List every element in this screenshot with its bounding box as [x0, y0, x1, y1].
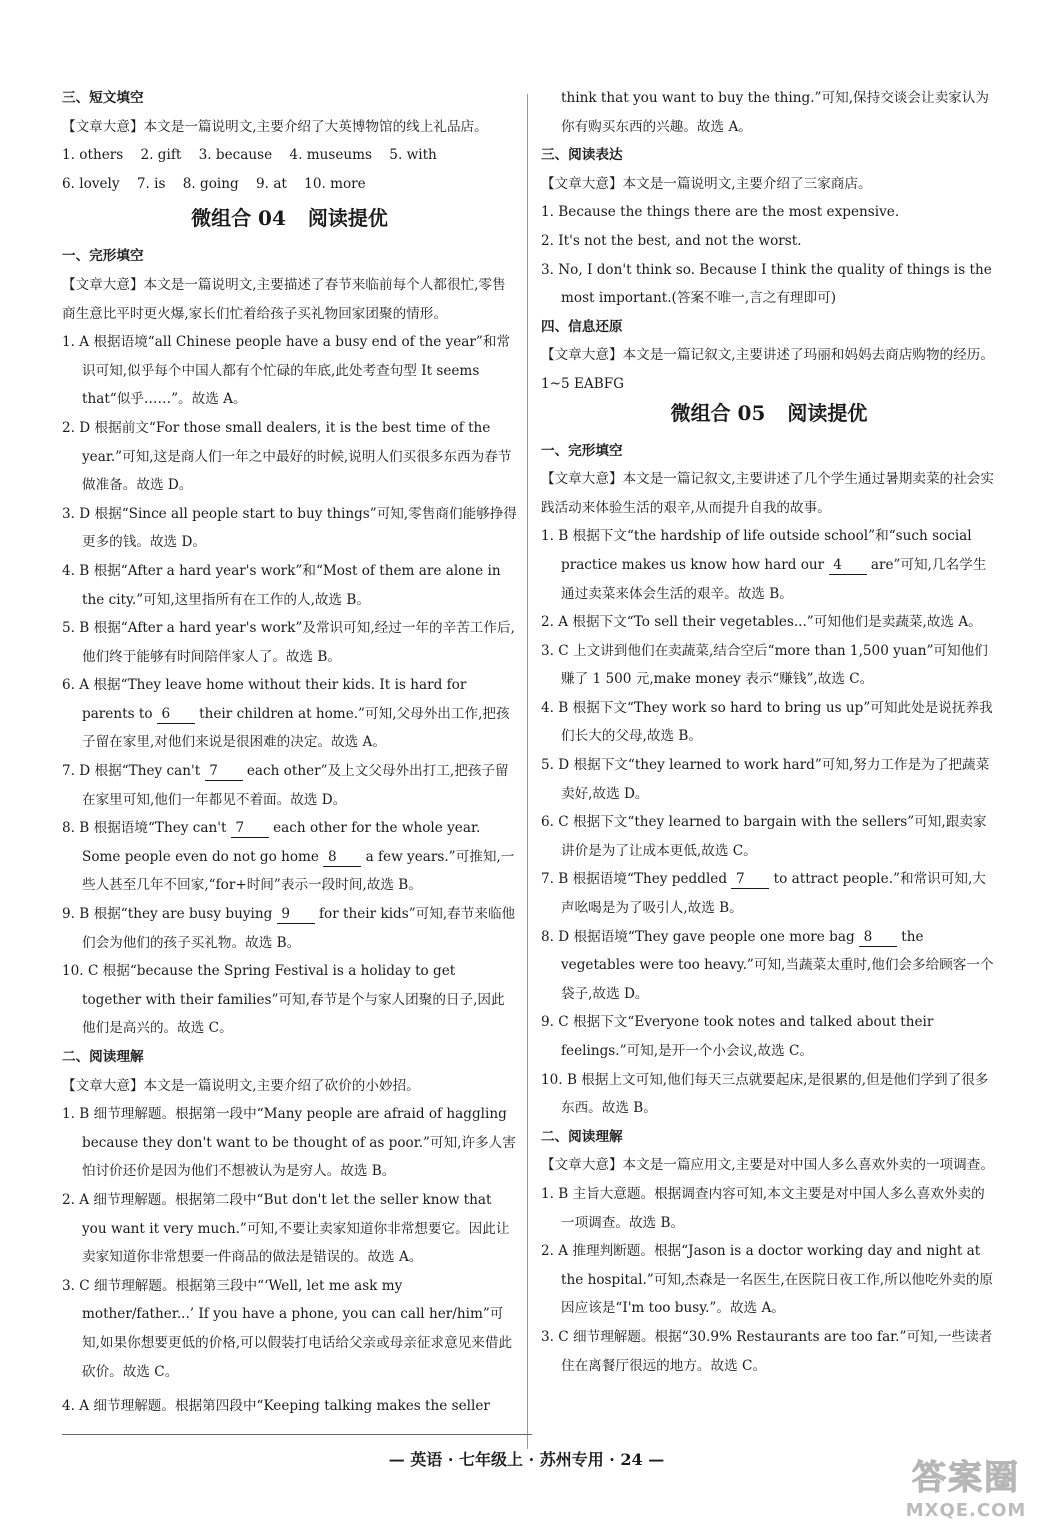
answer-item: [541, 865, 997, 922]
article-summary: 【文章大意】本文是一篇应用文,主要是对中国人多么喜欢外卖的一项调查。: [541, 1157, 994, 1174]
answer-item: 10. B 根据上文可知,他们每天三点就要起床,是很累的,但是他们学到了很多东西。故选 B。: [541, 1071, 989, 1117]
article-summary: 【文章大意】本文是一篇说明文,主要描述了春节来临前每个人都很忙,零售商生意比平时更火爆,家长们忙着给孩子买礼物回家团聚的情形。: [62, 276, 506, 322]
watermark-text: 答案圈: [912, 1458, 1020, 1498]
article-summary: 【文章大意】本文是一篇说明文,主要介绍了砍价的小妙招。: [62, 1077, 420, 1094]
answer-item: 4. B 根据下文“They work so hard to bring us up”可知此处是说抚养我们长大的父母,故选 B。: [541, 699, 993, 745]
answer-text: for their kids”可知,春节来临他们会为他们的孩子买礼物。故选 B。: [82, 906, 516, 951]
article-summary: 【文章大意】本文是一篇记叙文,主要讲述了玛丽和妈妈去商店购物的经历。: [541, 347, 994, 364]
answer-text: each other for the whole year. Some people even do not go home: [82, 820, 481, 865]
answer-text: 8. D 根据语境“They gave people one more bag: [541, 928, 859, 945]
answer-line: 1. others 2. gift 3. because 4. museums 5. with: [62, 147, 437, 164]
answer-item: [62, 814, 517, 900]
answer-text: each other”及上文父母外出打工,把孩子留在家里可知,他们一年都见不着面。故选 D。: [82, 763, 509, 808]
group-topic: 阅读提优: [787, 400, 868, 425]
column-divider: [527, 94, 528, 1449]
answer-text: their children at home.”可知,父母外出工作,把孩子留在家里,对他们来说是很困难的决定。故选 A。: [82, 705, 510, 751]
answer-item: 3. No, I don't think so. Because I think the quality of things is the most important.(答案不唯一,言之有理即可): [541, 261, 992, 307]
blank-number: 8: [859, 928, 897, 947]
answer-item: 4. B 根据“After a hard year's work”和“Most of them are alone in the city.”可知,这里指所有在工作的人,故选 B。: [62, 562, 501, 608]
answer-item: 5. D 根据下文“they learned to work hard”可知,努力工作是为了把蔬菜卖好,故选 D。: [541, 757, 990, 802]
article-summary: 【文章大意】本文是一篇记叙文,主要讲述了几个学生通过暑期卖菜的社会实践活动来体验生活的艰辛,从而提升自我的故事。: [541, 471, 994, 516]
answer-item-continued: think that you want to buy the thing.”可知,保持交谈会让卖家认为你有购买东西的兴趣。故选 A。: [561, 90, 989, 135]
answer-line: 1~5 EABFG: [541, 375, 625, 392]
group-title: [541, 399, 997, 427]
group-number: 微组合 04: [191, 206, 286, 231]
answer-item: 3. C 细节理解题。根据“30.9% Restaurants are too far.”可知,一些读者住在离餐厅很远的地方。故选 C。: [541, 1328, 993, 1374]
answer-line: 6. lovely 7. is 8. going 9. at 10. more: [62, 175, 366, 192]
answer-item: 6. C 根据下文“they learned to bargain with the sellers”可知,跟卖家讲价是为了让成本更低,故选 C。: [541, 814, 987, 859]
blank-number: 4: [829, 556, 867, 575]
section-heading: 三、阅读表达: [541, 147, 623, 164]
blank-number: 7: [231, 819, 269, 838]
group-number: 微组合 05: [670, 400, 766, 425]
left-column: [62, 84, 517, 1421]
answer-item: 10. C 根据“because the Spring Festival is a holiday to get together with their families”可知,春节是个与家人团聚的日子,因此他们是高兴的。故选 C。: [62, 963, 505, 1037]
answer-item: 2. A 根据下文“To sell their vegetables...”可知他们是卖蔬菜,故选 A。: [541, 614, 982, 631]
blank-number: 8: [323, 848, 361, 867]
section-heading: 二、阅读理解: [541, 1128, 623, 1145]
watermark-logo: [891, 1456, 1041, 1528]
group-title: [62, 204, 517, 232]
blank-number: 7: [205, 762, 243, 781]
answer-text: the vegetables were too heavy.”可知,当蔬菜太重时,他们会多给顾客一个袋子,故选 D。: [561, 928, 994, 1002]
answer-item: [62, 671, 517, 757]
answer-item: 9. C 根据下文“Everyone took notes and talked about their feelings.”可知,是开一个小会议,故选 C。: [541, 1014, 934, 1059]
answer-text: 1. B 根据下文“the hardship of life outside school”和“such social practice makes us know how hard our: [541, 528, 972, 573]
blank-number: 7: [731, 870, 769, 889]
answer-item: 1. Because the things there are the most expensive.: [541, 204, 900, 221]
answer-item: 1. A 根据语境“all Chinese people have a busy end of the year”和常识可知,似乎每个中国人都有个忙碌的年底,此处考查句型 It seems that“似乎……”。故选 A。: [62, 334, 511, 408]
answer-item: 3. C 上文讲到他们在卖蔬菜,结合空后“more than 1,500 yuan”可知他们赚了 1 500 元,make money 表示“赚钱”,故选 C。: [541, 642, 988, 688]
answer-item: 2. It's not the best, and not the worst.: [541, 232, 802, 249]
article-summary: 【文章大意】本文是一篇说明文,主要介绍了三家商店。: [541, 175, 872, 192]
blank-number: 6: [157, 705, 195, 724]
blank-number: 9: [277, 905, 315, 924]
answer-text: are”可知,几名学生通过卖菜来体会生活的艰辛。故选 B。: [561, 556, 987, 602]
watermark-url: MXQE.COM: [905, 1500, 1027, 1521]
right-column: [541, 84, 997, 1380]
answer-item: [541, 522, 997, 608]
page-footer: — 英语 · 七年级上 · 苏州专用 · 24 —: [388, 1450, 665, 1469]
bottom-rule: [62, 1434, 532, 1435]
answer-text: 7. B 根据语境“They peddled: [541, 871, 732, 888]
answer-text: a few years.”可推知,一些人甚至几年不回家,“for+时间”表示一段时间,故选 B。: [82, 848, 515, 894]
answer-item: 1. B 细节理解题。根据第一段中“Many people are afraid of haggling because they don't want to be thought of as poor.”可知,许多人害怕讨价还价是因为他们不想被认为是穷人。故选 B。: [62, 1106, 516, 1180]
answer-text: 8. B 根据语境“They can't: [62, 820, 231, 837]
section-heading: 一、完形填空: [541, 442, 623, 459]
answer-text: 7. D 根据“They can't: [62, 763, 205, 780]
article-summary: 【文章大意】本文是一篇说明文,主要介绍了大英博物馆的线上礼品店。: [62, 118, 488, 135]
answer-text: 6. A 根据“They leave home without their kids. It is hard for parents to: [62, 677, 467, 722]
answer-item: 2. D 根据前文“For those small dealers, it is the best time of the year.”可知,这是商人们一年之中最好的时候,说明人们买很多东西为春节做准备。故选 D。: [62, 419, 512, 494]
section-heading: 四、信息还原: [541, 318, 623, 335]
answer-item: 2. A 推理判断题。根据“Jason is a doctor working day and night at the hospital.”可知,杰森是一名医生,在医院日夜工作,所以他吃外卖的原因应该是“I'm too busy.”。故选 A。: [541, 1243, 993, 1317]
answer-item: 2. A 细节理解题。根据第二段中“But don't let the seller know that you want it very much.”可知,不要让卖家知道你非常想要它。因此让卖家知道你非常想要一件商品的做法是错误的。故选 A。: [62, 1191, 510, 1266]
group-topic: 阅读提优: [307, 206, 388, 231]
answer-item: 5. B 根据“After a hard year's work”及常识可知,经过一年的辛苦工作后,他们终于能够有时间陪伴家人了。故选 B。: [62, 620, 515, 665]
answer-item: 4. A 细节理解题。根据第四段中“Keeping talking makes the seller: [62, 1398, 490, 1415]
answer-item: 3. D 根据“Since all people start to buy things”可知,零售商们能够挣得更多的钱。故选 D。: [62, 505, 517, 551]
section-heading: 一、完形填空: [62, 248, 144, 265]
answer-item: [62, 757, 517, 814]
answer-item: 1. B 主旨大意题。根据调查内容可知,本文主要是对中国人多么喜欢外卖的一项调查。故选 B。: [541, 1185, 985, 1231]
answer-text: to attract people.”和常识可知,大声吆喝是为了吸引人,故选 B。: [561, 871, 986, 917]
answer-text: 9. B 根据“they are busy buying: [62, 906, 277, 923]
answer-item: 3. C 细节理解题。根据第三段中“‘Well, let me ask my mother/father...’ If you have a phone, you can call her/him”可知,如果你想要更低的价格,可以假装打电话给父亲或母亲征求意见来借此砍价。故选 C。: [62, 1277, 513, 1380]
answer-item: [541, 923, 997, 1009]
section-heading: 三、短文填空: [62, 90, 144, 106]
section-heading: 二、阅读理解: [62, 1049, 144, 1065]
answer-item: [62, 900, 517, 957]
